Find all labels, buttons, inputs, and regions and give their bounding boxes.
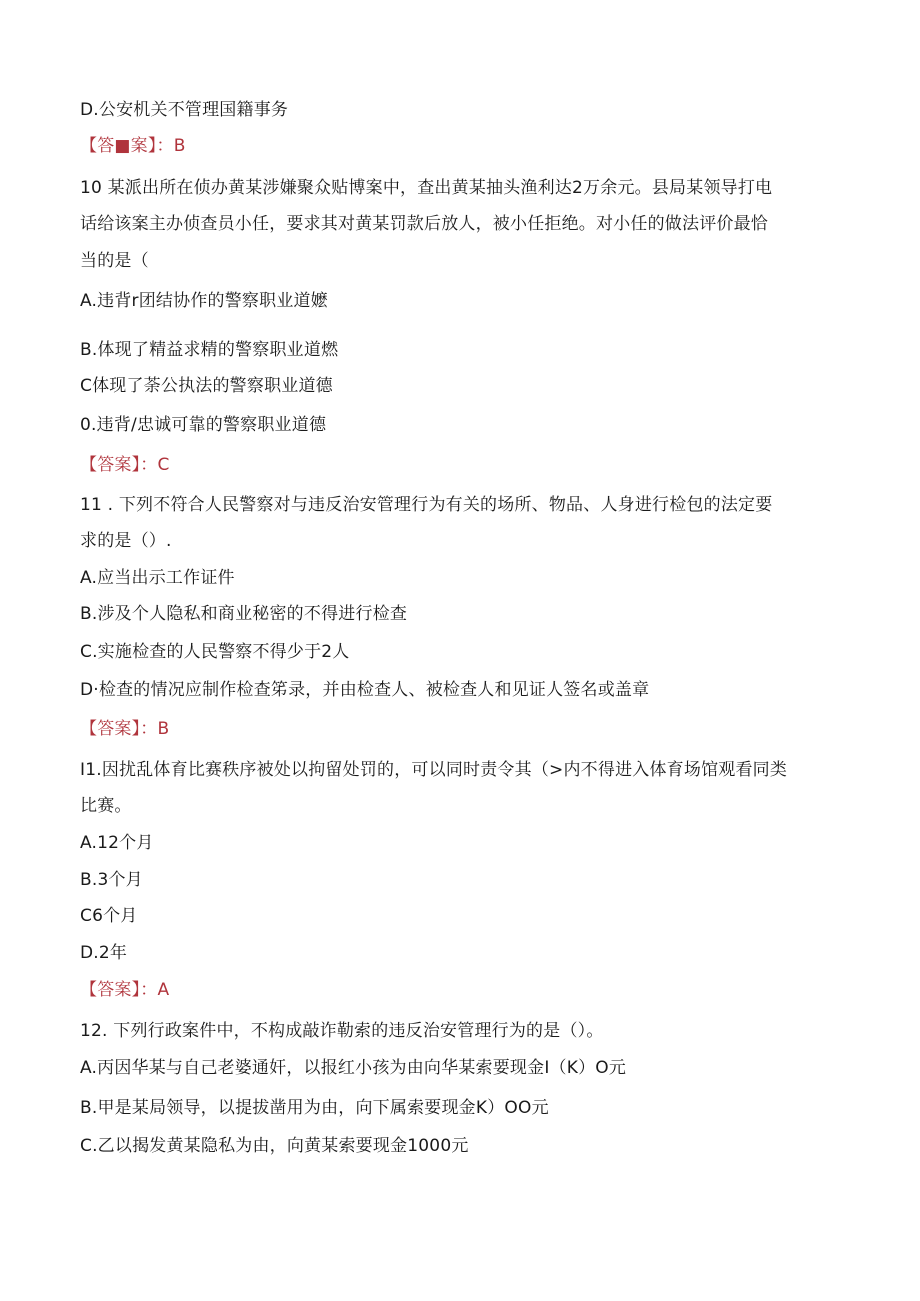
option-line: D.2年 bbox=[80, 943, 128, 963]
option-line: D.公安机关不管理国籍事务 bbox=[80, 100, 289, 120]
option-line: A.丙因华某与自己老婆通奸，以报红小孩为由向华某索要现金I（K）O元 bbox=[80, 1058, 627, 1078]
answer-line: 【答案】：B bbox=[80, 719, 170, 739]
option-line: A.12个月 bbox=[80, 833, 154, 853]
option-line: B.甲是某局领导，以提拔凿用为由，向下属索要现金K）OO元 bbox=[80, 1098, 549, 1118]
question-line: 11 . 下列不符合人民警察对与违反治安管理行为有关的场所、物品、人身进行检包的法定要 bbox=[80, 495, 773, 515]
answer-line: 【答■案】：B bbox=[80, 136, 186, 156]
option-line: A.应当出示工作证件 bbox=[80, 568, 235, 588]
option-line: B.3个月 bbox=[80, 870, 143, 890]
question-line: 当的是（ bbox=[80, 251, 149, 271]
option-line: A.违背r团结协作的警察职业道嬷 bbox=[80, 291, 328, 311]
option-line: 0.违背/忠诚可靠的警察职业道德 bbox=[80, 415, 327, 435]
option-line: D·检查的情况应制作检查笫录，并由检查人、被检查人和见证人签名或盖章 bbox=[80, 680, 650, 700]
question-line: 求的是（）. bbox=[80, 531, 172, 551]
option-line: C体现了荼公执法的警察职业道德 bbox=[80, 376, 333, 396]
option-line: C.实施检查的人民警察不得少于2人 bbox=[80, 642, 350, 662]
question-line: 话给该案主办侦查员小任，要求其对黄某罚款后放人，被小任拒绝。对小任的做法评价最恰 bbox=[80, 214, 768, 234]
question-line: 比赛。 bbox=[80, 796, 132, 816]
answer-line: 【答案】：A bbox=[80, 980, 170, 1000]
question-line: 10 某派出所在侦办黄某涉嫌聚众贴博案中，查出黄某抽头渔利达2万余元。县局某领导打电 bbox=[80, 178, 773, 198]
option-line: C6个月 bbox=[80, 906, 138, 926]
question-line: I1.因扰乱体育比赛秩序被处以拘留处罚的，可以同时责令其（>内不得进入体育场馆观看同类 bbox=[80, 760, 788, 780]
question-line: 12. 下列行政案件中，不构成敲诈勒索的违反治安管理行为的是（）。 bbox=[80, 1021, 604, 1041]
option-line: C.乙以揭发黄某隐私为由，向黄某索要现金1000元 bbox=[80, 1136, 469, 1156]
option-line: B.体现了精益求精的警察职业道燃 bbox=[80, 340, 339, 360]
option-line: B.涉及个人隐私和商业秘密的不得进行检查 bbox=[80, 604, 408, 624]
answer-line: 【答案】：C bbox=[80, 455, 170, 475]
